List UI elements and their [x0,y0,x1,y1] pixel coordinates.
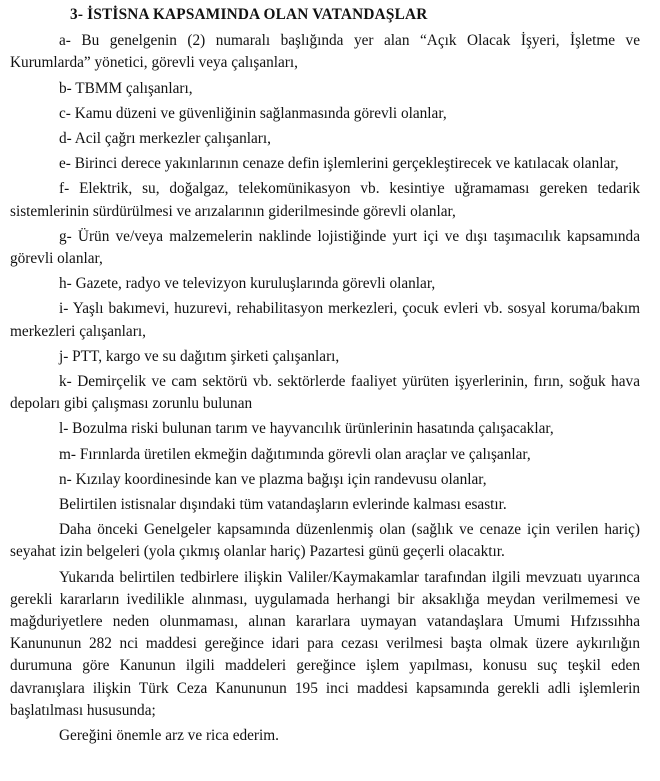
list-item-i: i- Yaşlı bakımevi, huzurevi, rehabilitasyon merkezleri, çocuk evleri vb. sosyal koruma/bakım merkezleri çalışanları, [10,300,640,340]
section-heading: 3- İSTİSNA KAPSAMINDA OLAN VATANDAŞLAR [70,6,428,23]
list-item-c: c- Kamu düzeni ve güvenliğinin sağlanmasında görevli olanlar, [59,104,447,122]
list-item-g: g- Ürün ve/veya malzemelerin naklinde lojistiğinde yurt içi ve dışı taşımacılık kapsamında görevli olanlar, [10,227,640,268]
list-item-j: j- PTT, kargo ve su dağıtım şirketi çalışanları, [59,347,340,365]
list-item-a: a- Bu genelgenin (2) numaralı başlığında yer alan “Açık Olacak İşyeri, İşletme ve Kurumlarda” yönetici, görevli veya çalışanları, [10,32,640,72]
list-item-f: f- Elektrik, su, doğalgaz, telekomünikasyon vb. kesintiye uğramaması gereken tedarik sistemlerinin sürdürülmesi ve arızalarının giderilmesinde görevli olanlar, [10,180,640,220]
closing-paragraph-exceptions: Belirtilen istisnalar dışındaki tüm vatandaşların evlerinde kalması esastır. [59,496,507,514]
closing-paragraph-request: Gereğini önemle arz ve rica ederim. [59,727,279,745]
list-item-e: e- Birinci derece yakınlarının cenaze defin işlemlerini gerçekleştirecek ve katılacak olanlar, [59,155,619,173]
closing-paragraph-enforcement: Yukarıda belirtilen tedbirlere ilişkin Valiler/Kaymakamlar tarafından ilgili mevzuatı uyarınca gerekli kararların ivedilikle alınması, uygulamada herhangi bir aksaklığa meydan verilmemesi ve mağduriyetlere neden olunmaması, alınan kararlara uymayan vatandaşlara Umumi Hıfzıssıhha Kanununun 282 nci maddesi gereğince idari para cezası verilmesi başta olmak üzere aykırılığın durumuna göre Kanunun ilgili maddeleri gereğince işlem yapılması, konusu suç teşkil eden davranışlara ilişkin Türk Ceza Kanununun 195 inci maddesi kapsamında gerekli adli işlemlerin başlatılması hususunda; [10,568,640,719]
list-item-k: k- Demirçelik ve cam sektörü vb. sektörlerde faaliyet yürüten işyerlerinin, fırın, soğuk hava depoları gibi çalışması zorunlu bulunan [10,373,640,413]
document-page [10,4,640,750]
list-item-h: h- Gazete, radyo ve televizyon kuruluşlarında görevli olanlar, [59,275,436,293]
list-item-m: m- Fırınlarda üretilen ekmeğin dağıtımında görevli olan araçlar ve çalışanlar, [59,445,531,463]
list-item-b: b- TBMM çalışanları, [59,79,193,97]
closing-paragraph-permits: Daha önceki Genelgeler kapsamında düzenlenmiş olan (sağlık ve cenaze için verilen hariç) seyahat izin belgeleri (yola çıkmış olanlar hariç) Pazartesi günü geçerli olacaktır. [10,521,640,561]
list-item-n: n- Kızılay koordinesinde kan ve plazma bağışı için randevusu olanlar, [59,470,487,488]
list-item-l: l- Bozulma riski bulunan tarım ve hayvancılık ürünlerinin hasatında çalışacaklar, [59,420,554,438]
list-item-d: d- Acil çağrı merkezler çalışanları, [59,130,271,148]
